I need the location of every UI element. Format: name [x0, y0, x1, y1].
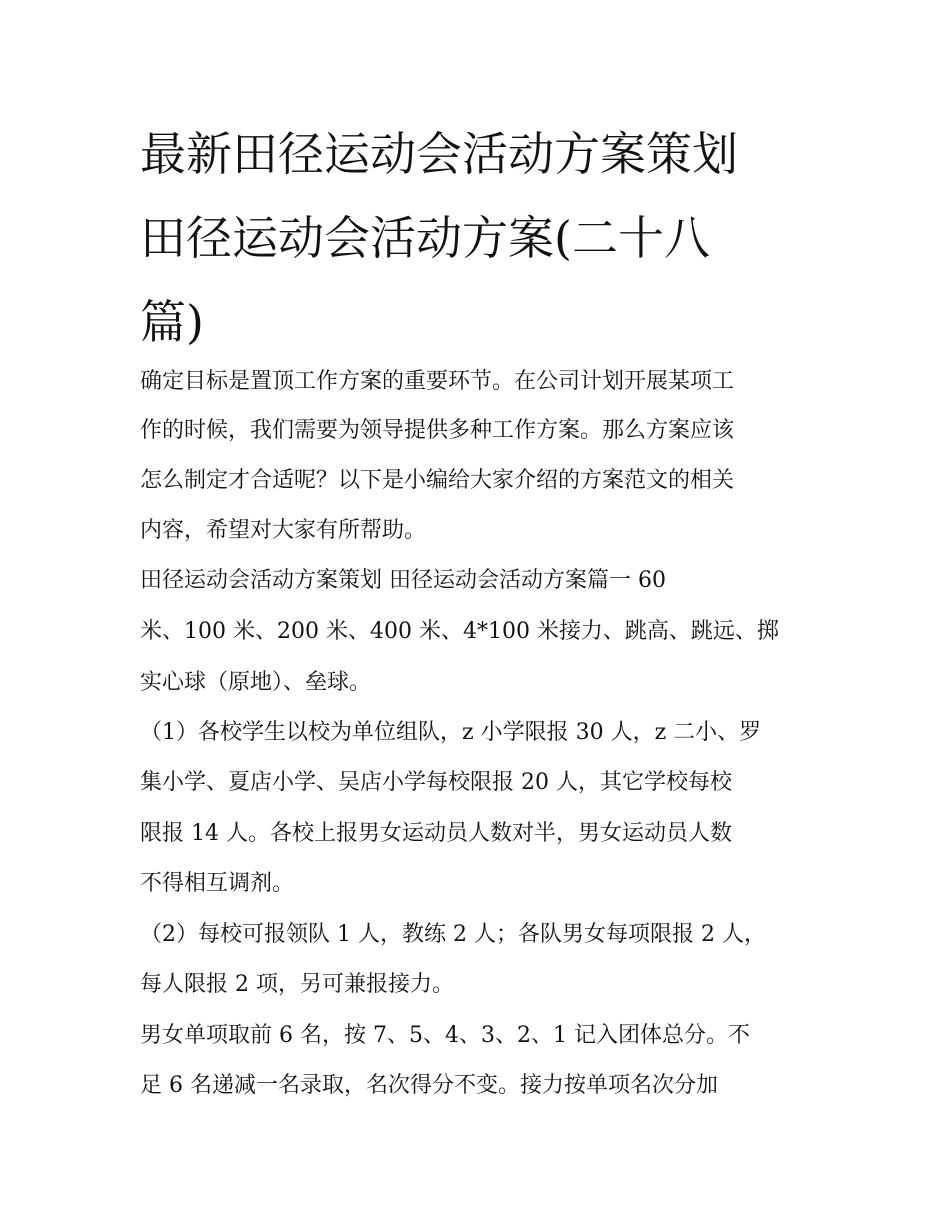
body-line-2: 作的时候，我们需要为领导提供多种工作方案。那么方案应该 [140, 418, 735, 443]
body-line-11: 不得相互调剂。 [140, 871, 295, 896]
title-line-3: 篇) [140, 295, 204, 349]
body-line-6: 米、100 米、200 米、400 米、4*100 米接力、跳高、跳远、掷 [140, 619, 779, 644]
body-line-15: 足 6 名递减一名录取，名次得分不变。接力按单项名次分加 [140, 1073, 718, 1098]
body-line-14: 男女单项取前 6 名，按 7、5、4、3、2、1 记入团体总分。不 [140, 1023, 750, 1048]
body-line-7: 实心球（原地）、垒球。 [140, 670, 372, 695]
document-title [140, 112, 820, 364]
body-line-9: 集小学、夏店小学、吴店小学每校限报 20 人，其它学校每校 [140, 770, 732, 795]
body-line-4: 内容，希望对大家有所帮助。 [140, 518, 427, 543]
body-line-13: 每人限报 2 项，另可兼报接力。 [140, 972, 454, 997]
body-line-3: 怎么制定才合适呢？以下是小编给大家介绍的方案范文的相关 [140, 468, 735, 493]
body-line-1: 确定目标是置顶工作方案的重要环节。在公司计划开展某项工 [140, 369, 735, 394]
title-line-2: 田径运动会活动方案(二十八 [140, 211, 710, 265]
body-line-10: 限报 14 人。各校上报男女运动员人数对半，男女运动员人数 [140, 821, 732, 846]
body-line-12: （2）每校可报领队 1 人，教练 2 人；各队男女每项限报 2 人， [140, 922, 766, 947]
body-line-5: 田径运动会活动方案策划 田径运动会活动方案篇一 60 [140, 568, 666, 593]
body-line-8: （1）各校学生以校为单位组队，z 小学限报 30 人，z 二小、罗 [140, 720, 762, 745]
title-line-1: 最新田径运动会活动方案策划 [140, 127, 738, 181]
